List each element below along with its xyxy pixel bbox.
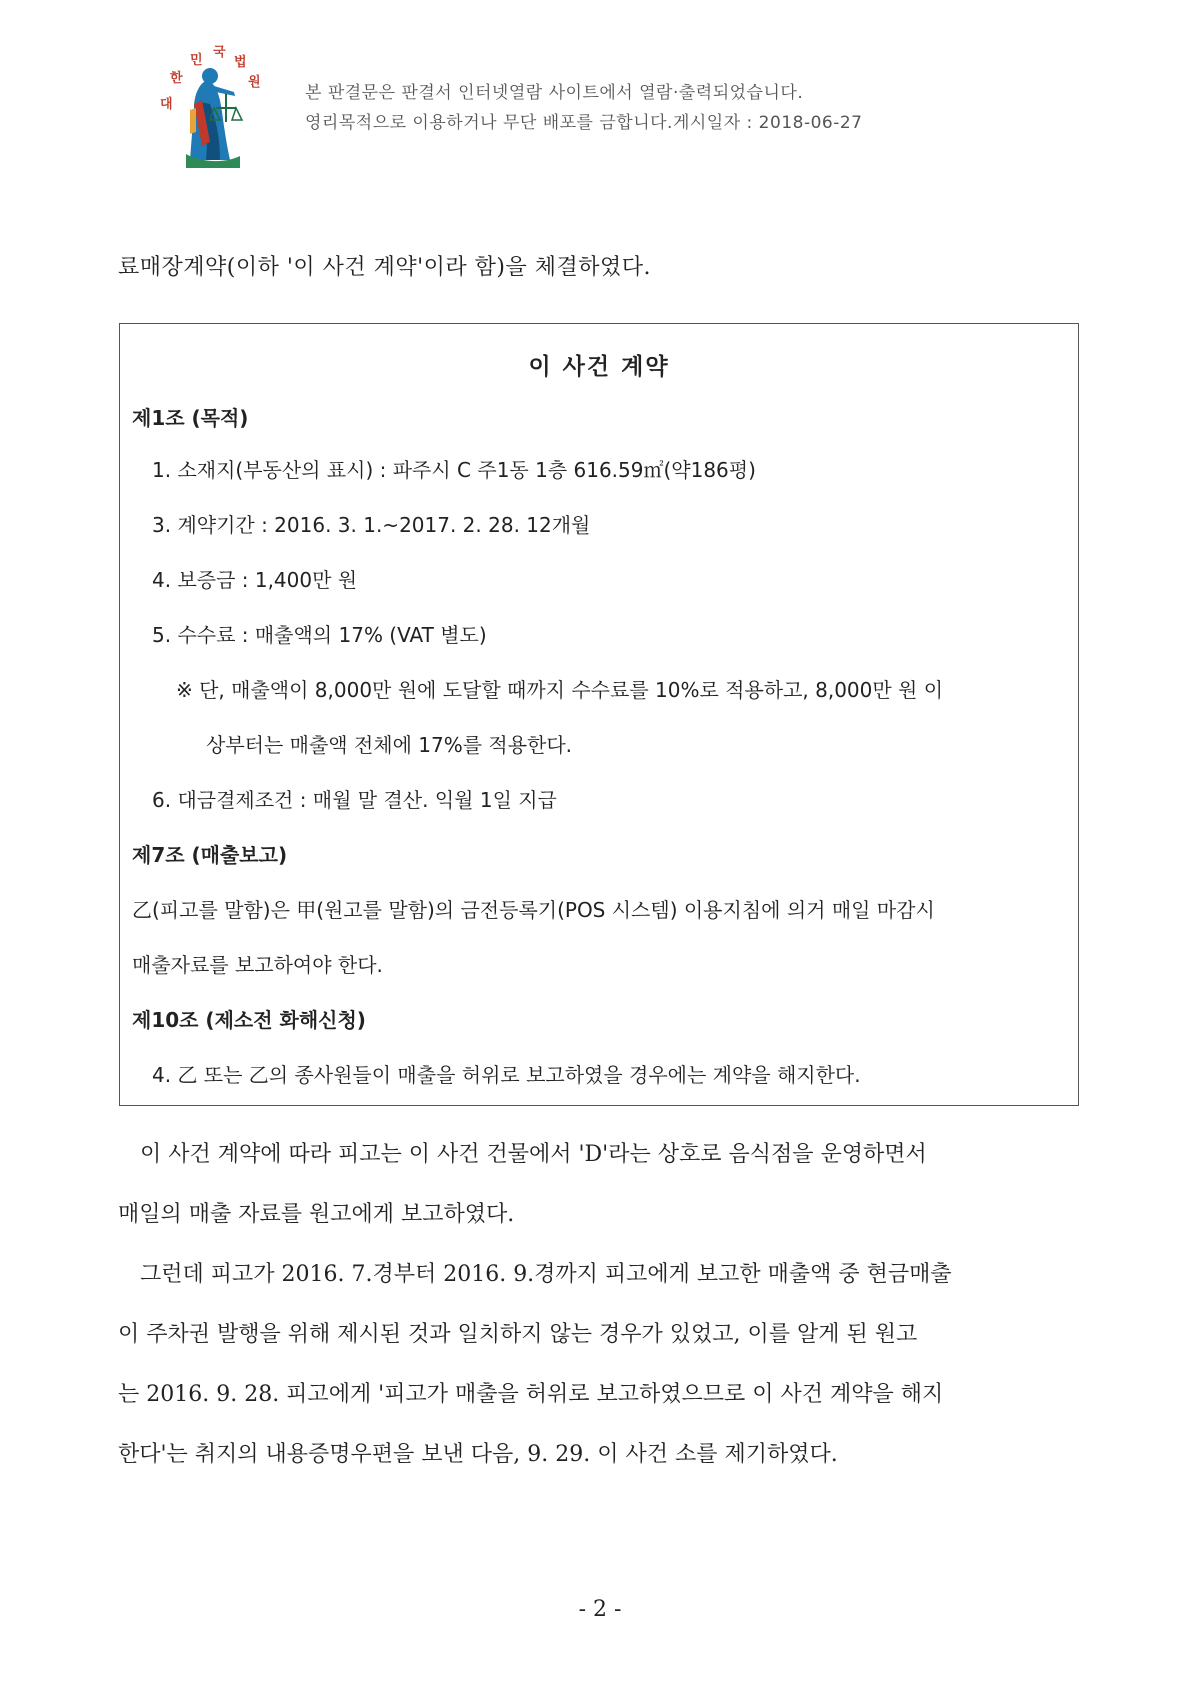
article-1-item-5: 5. 수수료 : 매출액의 17% (VAT 별도): [152, 623, 487, 647]
paragraph-1-line-1: 이 사건 계약에 따라 피고는 이 사건 건물에서 'D'라는 상호로 음식점을 운영하면서: [140, 1142, 927, 1167]
article-7-heading: 제7조 (매출보고): [132, 843, 288, 867]
svg-text:국: 국: [213, 45, 226, 60]
svg-text:한: 한: [170, 71, 183, 86]
svg-text:원: 원: [248, 75, 261, 90]
article-10-heading: 제10조 (제소전 화해신청): [132, 1008, 366, 1032]
paragraph-2: [118, 1245, 1088, 1485]
court-seal-logo: [150, 42, 275, 172]
svg-text:민: 민: [190, 53, 203, 68]
article-1-heading: 제1조 (목적): [132, 406, 249, 430]
paragraph-2-line-2: 이 주차권 발행을 위해 제시된 것과 일치하지 않는 경우가 있었고, 이를 알게 된 원고: [118, 1322, 918, 1347]
svg-text:대: 대: [160, 97, 173, 112]
paragraph-2-line-4: 한다'는 취지의 내용증명우편을 보낸 다음, 9. 29. 이 사건 소를 제기하였다.: [118, 1442, 838, 1467]
article-1-item-4: 4. 보증금 : 1,400만 원: [152, 568, 358, 592]
article-10-item-4: 4. 乙 또는 乙의 종사원들이 매출을 허위로 보고하였을 경우에는 계약을 해지한다.: [152, 1063, 861, 1087]
intro-line: 료매장계약(이하 '이 사건 계약'이라 함)을 체결하였다.: [118, 255, 652, 280]
paragraph-1: [118, 1125, 1088, 1245]
page-number: - 2 -: [578, 1597, 622, 1622]
article-7-line-2: 매출자료를 보고하여야 한다.: [132, 953, 383, 977]
page-header: [150, 30, 1050, 170]
contract-box: [119, 323, 1079, 1106]
article-1-item-1: 1. 소재지(부동산의 표시) : 파주시 C 주1동 1층 616.59㎡(약186평): [152, 458, 756, 482]
article-1-item-3: 3. 계약기간 : 2016. 3. 1.~2017. 2. 28. 12개월: [152, 513, 591, 537]
article-7-line-1: 乙(피고를 말함)은 甲(원고를 말함)의 금전등록기(POS 시스템) 이용지침에 의거 매일 마감시: [132, 898, 935, 922]
article-1-note-line-1: ※ 단, 매출액이 8,000만 원에 도달할 때까지 수수료를 10%로 적용하고, 8,000만 원 이: [176, 678, 944, 702]
paragraph-2-line-1: 그런데 피고가 2016. 7.경부터 2016. 9.경까지 피고에게 보고한 매출액 중 현금매출: [140, 1262, 952, 1287]
contract-title: 이 사건 계약: [528, 354, 670, 380]
publication-notice: [305, 78, 862, 138]
svg-text:법: 법: [234, 55, 247, 70]
article-1-item-6: 6. 대금결제조건 : 매월 말 결산. 익월 1일 지급: [152, 788, 557, 812]
notice-line-1: 본 판결문은 판결서 인터넷열람 사이트에서 열람·출력되었습니다.: [305, 83, 804, 103]
article-1-note-line-2: 상부터는 매출액 전체에 17%를 적용한다.: [206, 733, 573, 757]
paragraph-1-line-2: 매일의 매출 자료를 원고에게 보고하였다.: [118, 1202, 515, 1227]
notice-line-2: 영리목적으로 이용하거나 무단 배포를 금합니다.게시일자 : 2018-06-27: [305, 113, 863, 133]
paragraph-2-line-3: 는 2016. 9. 28. 피고에게 '피고가 매출을 허위로 보고하였으므로 이 사건 계약을 해지: [118, 1382, 944, 1407]
